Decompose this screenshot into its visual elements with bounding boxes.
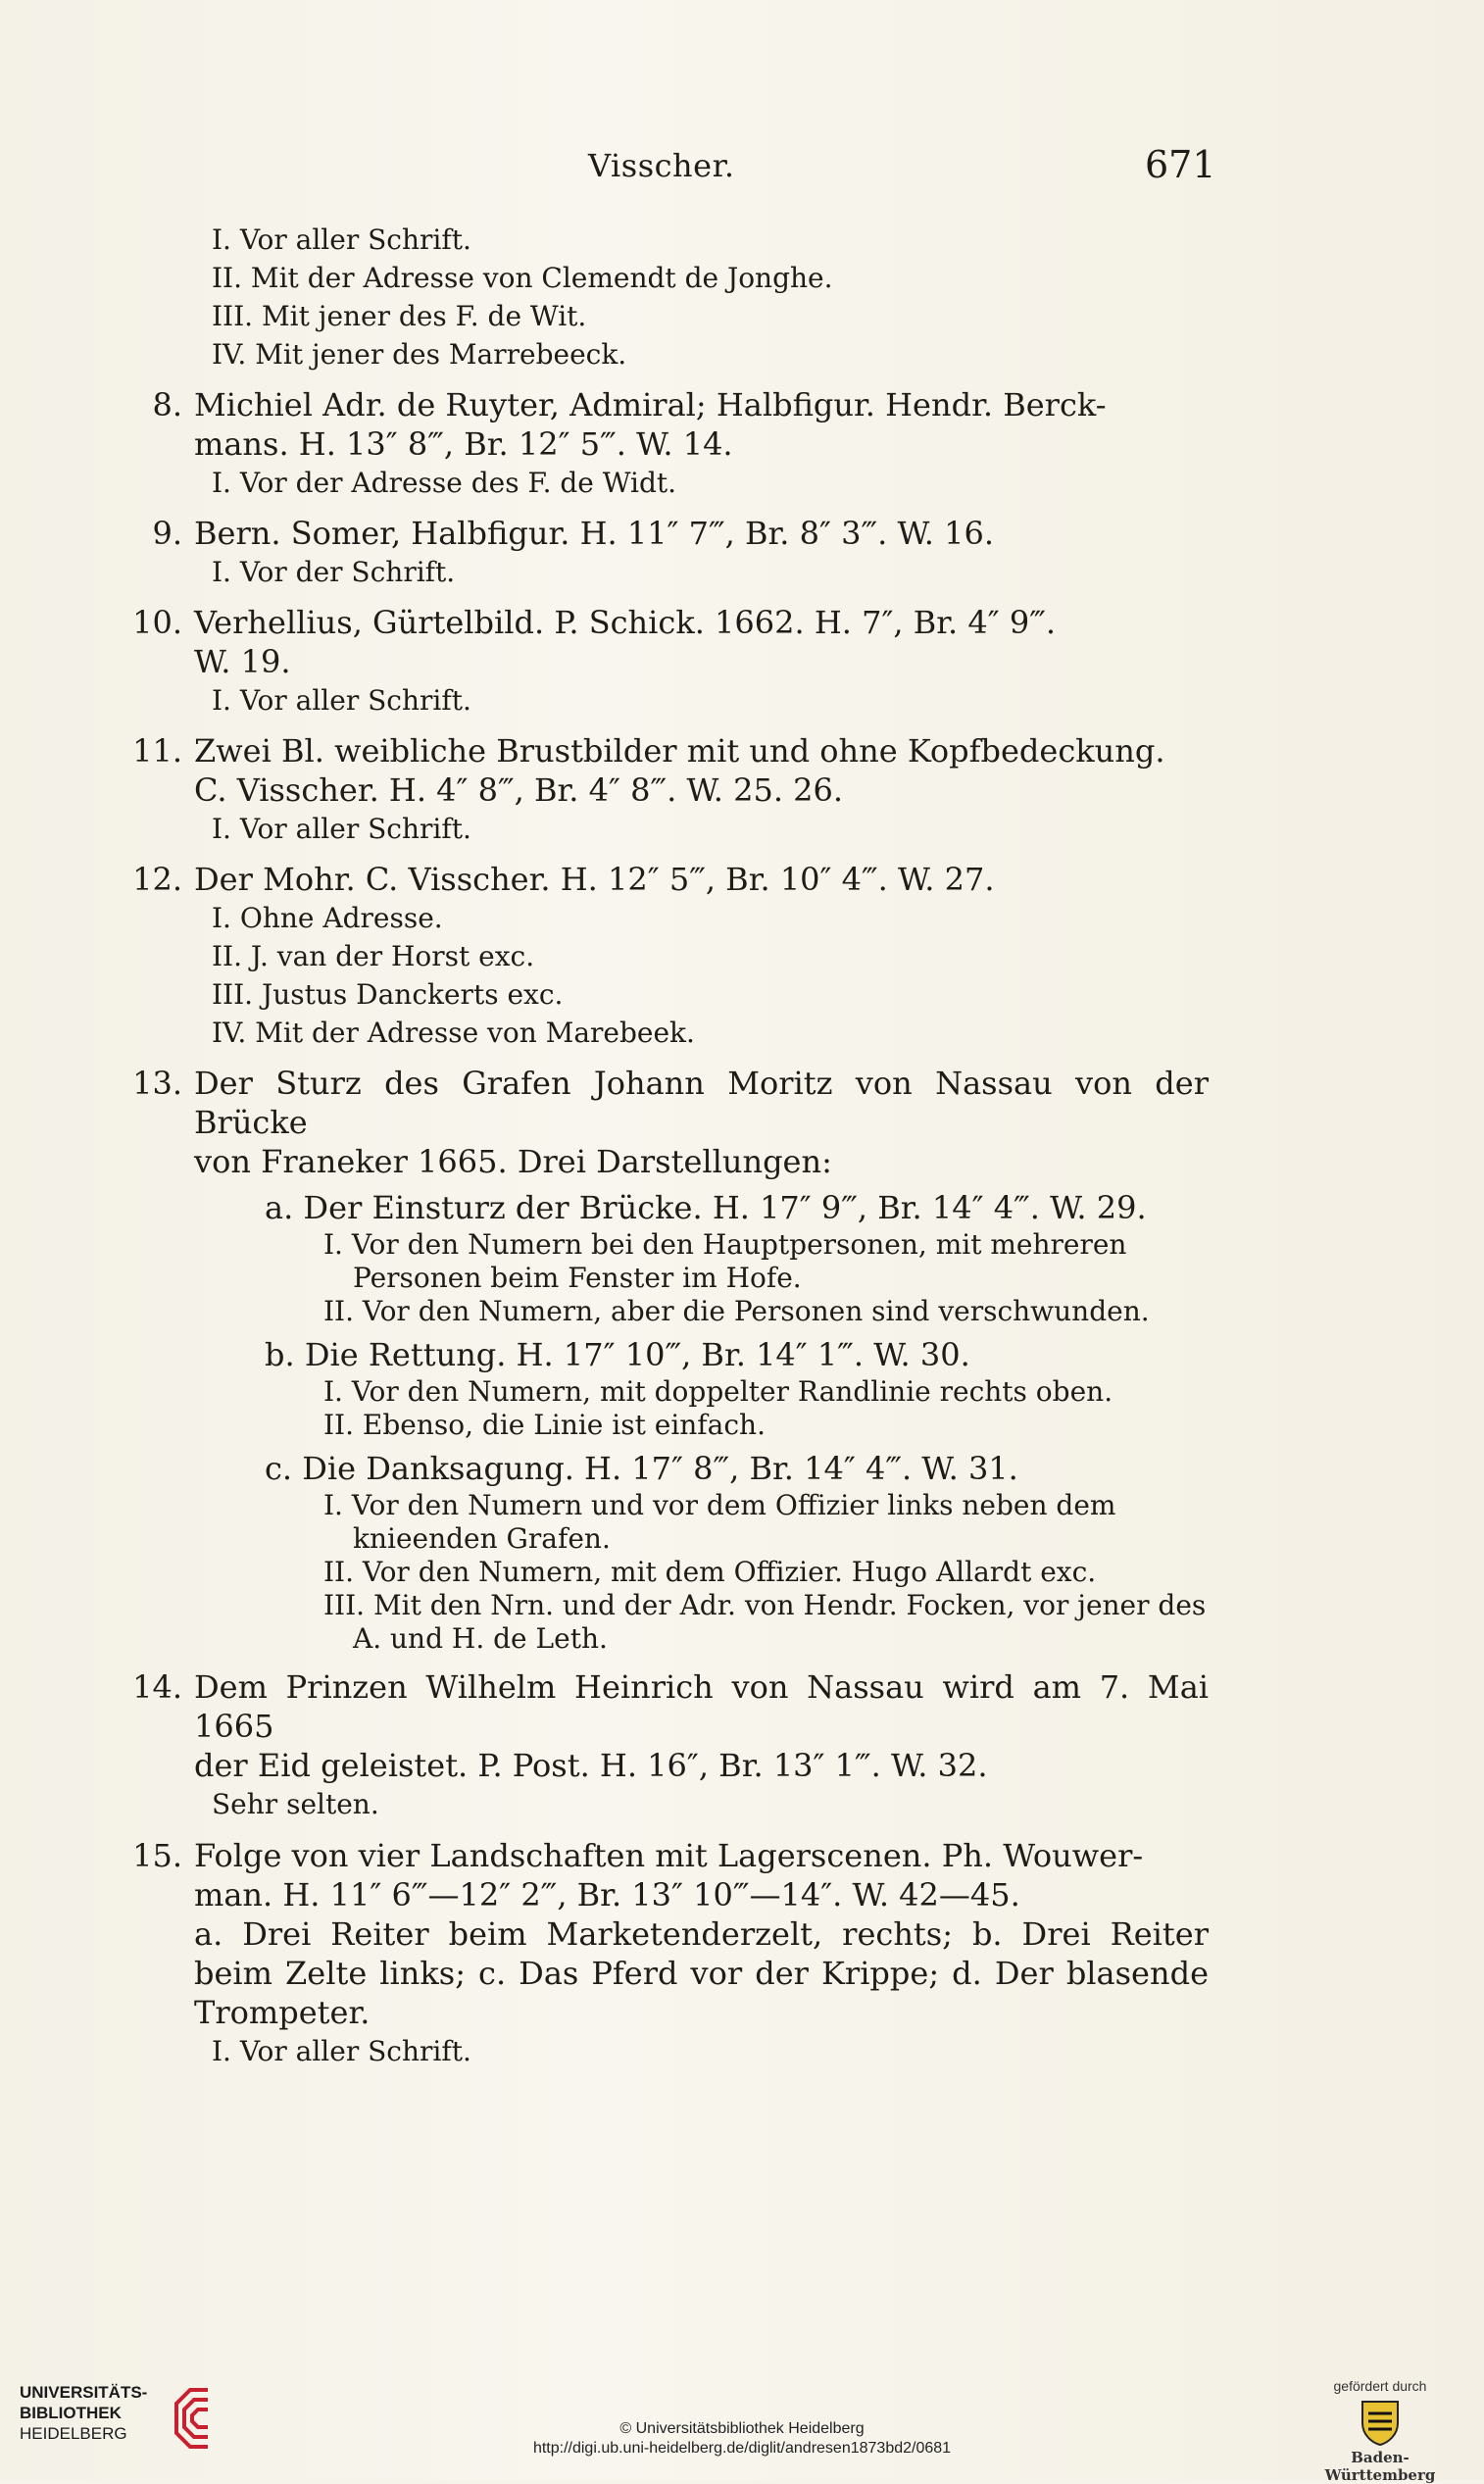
running-title: Visscher. bbox=[588, 147, 735, 184]
entry-line: Der Mohr. C. Visscher. H. 12″ 5‴, Br. 10″ 4‴. W. 27. bbox=[194, 861, 995, 898]
state-line: I. Vor den Numern, mit doppelter Randlinie rechts oben. bbox=[323, 1375, 1113, 1408]
state-line: II. Vor den Numern, aber die Personen sind verschwunden. bbox=[323, 1295, 1150, 1327]
entry-number: 10. bbox=[132, 604, 182, 641]
state-line: III. Mit den Nrn. und der Adr. von Hendr. Focken, vor jener des A. und H. de Leth. bbox=[323, 1589, 1207, 1655]
state-line: I. Vor der Schrift. bbox=[212, 556, 456, 588]
catalogue-entry-13 bbox=[106, 1064, 1209, 1656]
entry-number: 9. bbox=[152, 515, 182, 552]
catalogue-entry bbox=[106, 603, 1209, 720]
entry-number: 8. bbox=[152, 386, 182, 423]
state-line: I. Vor aller Schrift. bbox=[212, 684, 471, 717]
copyright-text: © Universitätsbibliothek Heidelberg bbox=[619, 2420, 865, 2437]
sub-entry-title: a. Der Einsturz der Brücke. H. 17″ 9‴, Br. 14″ 4‴. W. 29. bbox=[265, 1189, 1147, 1226]
entry-list bbox=[106, 221, 1209, 1052]
state-line: I. Vor aller Schrift. bbox=[212, 813, 471, 845]
state-line: I. Vor aller Schrift. bbox=[212, 2035, 471, 2067]
sub-entry-a bbox=[106, 1187, 1209, 1328]
state-line: II. Mit der Adresse von Clemendt de Jonghe. bbox=[212, 262, 833, 294]
entry-line: C. Visscher. H. 4″ 8‴, Br. 4″ 8‴. W. 25. 26. bbox=[194, 771, 844, 809]
entry-note: Sehr selten. bbox=[212, 1788, 379, 1820]
page-number: 671 bbox=[1145, 143, 1216, 186]
state-line: IV. Mit der Adresse von Marebeek. bbox=[212, 1017, 695, 1049]
funded-by-label: gefördert durch bbox=[1333, 2378, 1427, 2394]
sub-entry-b bbox=[106, 1334, 1209, 1442]
digitization-footer bbox=[0, 2343, 1484, 2484]
catalogue-entry bbox=[106, 221, 1209, 373]
entry-number: 13. bbox=[132, 1065, 182, 1102]
state-line: II. J. van der Horst exc. bbox=[212, 940, 535, 972]
sub-entry-title: c. Die Danksagung. H. 17″ 8‴, Br. 14″ 4‴. W. 31. bbox=[265, 1450, 1018, 1487]
state-line: I. Vor der Adresse des F. de Widt. bbox=[212, 467, 677, 499]
entry-line: mans. H. 13″ 8‴, Br. 12″ 5‴. W. 14. bbox=[194, 425, 733, 463]
library-name-line3: HEIDELBERG bbox=[20, 2424, 127, 2443]
entry-line: Verhellius, Gürtelbild. P. Schick. 1662. H. 7″, Br. 4″ 9‴. bbox=[194, 604, 1057, 641]
entry-line: Michiel Adr. de Ruyter, Admiral; Halbfigur. Hendr. Berck- bbox=[194, 386, 1107, 423]
region-name: Baden-Württemberg bbox=[1324, 2449, 1436, 2484]
sub-entry-title: b. Die Rettung. H. 17″ 10‴, Br. 14″ 1‴. W. 30. bbox=[265, 1336, 970, 1373]
source-url-link[interactable]: http://digi.ub.uni-heidelberg.de/diglit/andresen1873bd2/0681 bbox=[532, 2440, 952, 2457]
catalogue-entry-14 bbox=[106, 1667, 1209, 1824]
catalogue-entry bbox=[106, 385, 1209, 502]
entry-line: Dem Prinzen Wilhelm Heinrich von Nassau wird am 7. Mai 1665 bbox=[194, 1668, 1209, 1745]
library-name-line1: UNIVERSITÄTS- bbox=[20, 2383, 148, 2402]
entry-line: Der Sturz des Grafen Johann Moritz von Nassau von der Brücke bbox=[194, 1065, 1209, 1141]
state-line: II. Ebenso, die Linie ist einfach. bbox=[323, 1409, 766, 1441]
state-line: I. Ohne Adresse. bbox=[212, 902, 443, 934]
state-line: I. Vor den Numern und vor dem Offizier links neben dem knieenden Grafen. bbox=[323, 1489, 1116, 1555]
state-line: II. Vor den Numern, mit dem Offizier. Hugo Allardt exc. bbox=[323, 1556, 1097, 1588]
entry-line: W. 19. bbox=[194, 643, 291, 680]
catalogue-text bbox=[106, 221, 1209, 2082]
catalogue-entry bbox=[106, 860, 1209, 1052]
state-crest-icon bbox=[1359, 2398, 1402, 2447]
catalogue-entry bbox=[106, 514, 1209, 591]
funding-notice bbox=[1302, 2378, 1459, 2484]
catalogue-entry bbox=[106, 731, 1209, 848]
entry-line: Folge von vier Landschaften mit Lagerscenen. Ph. Wouwer- bbox=[194, 1837, 1144, 1874]
state-line: IV. Mit jener des Marrebeeck. bbox=[212, 338, 627, 371]
entry-line: der Eid geleistet. P. Post. H. 16″, Br. 13″ 1‴. W. 32. bbox=[194, 1747, 988, 1784]
entry-line: man. H. 11″ 6‴—12″ 2‴, Br. 13″ 10‴—14″. W. 42—45. bbox=[194, 1876, 1020, 1913]
page-header bbox=[0, 143, 1484, 196]
state-line: I. Vor aller Schrift. bbox=[212, 224, 471, 256]
entry-line: Bern. Somer, Halbfigur. H. 11″ 7‴, Br. 8″ 3‴. W. 16. bbox=[194, 515, 994, 552]
entry-number: 15. bbox=[132, 1837, 182, 1874]
entry-line: von Franeker 1665. Drei Darstellungen: bbox=[194, 1143, 832, 1180]
copyright-notice bbox=[0, 2419, 1484, 2459]
entry-paragraph: a. Drei Reiter beim Marketenderzelt, rechts; b. Drei Reiter beim Zelte links; c. Das Pferd vor der Krippe; d. Der blasende Trompeter. bbox=[194, 1915, 1209, 2031]
entry-number: 12. bbox=[132, 861, 182, 898]
catalogue-entry-15 bbox=[106, 1836, 1209, 2070]
entry-number: 11. bbox=[132, 732, 182, 770]
entry-line: Zwei Bl. weibliche Brustbilder mit und ohne Kopfbedeckung. bbox=[194, 732, 1165, 770]
sub-entry-c bbox=[106, 1448, 1209, 1656]
state-line: I. Vor den Numern bei den Hauptpersonen, mit mehreren Personen beim Fenster im Hofe. bbox=[323, 1228, 1127, 1294]
entry-number: 14. bbox=[132, 1668, 182, 1706]
library-name-line2: BIBLIOTHEK bbox=[20, 2404, 122, 2422]
state-line: III. Justus Danckerts exc. bbox=[212, 978, 564, 1011]
state-line: III. Mit jener des F. de Wit. bbox=[212, 300, 587, 332]
